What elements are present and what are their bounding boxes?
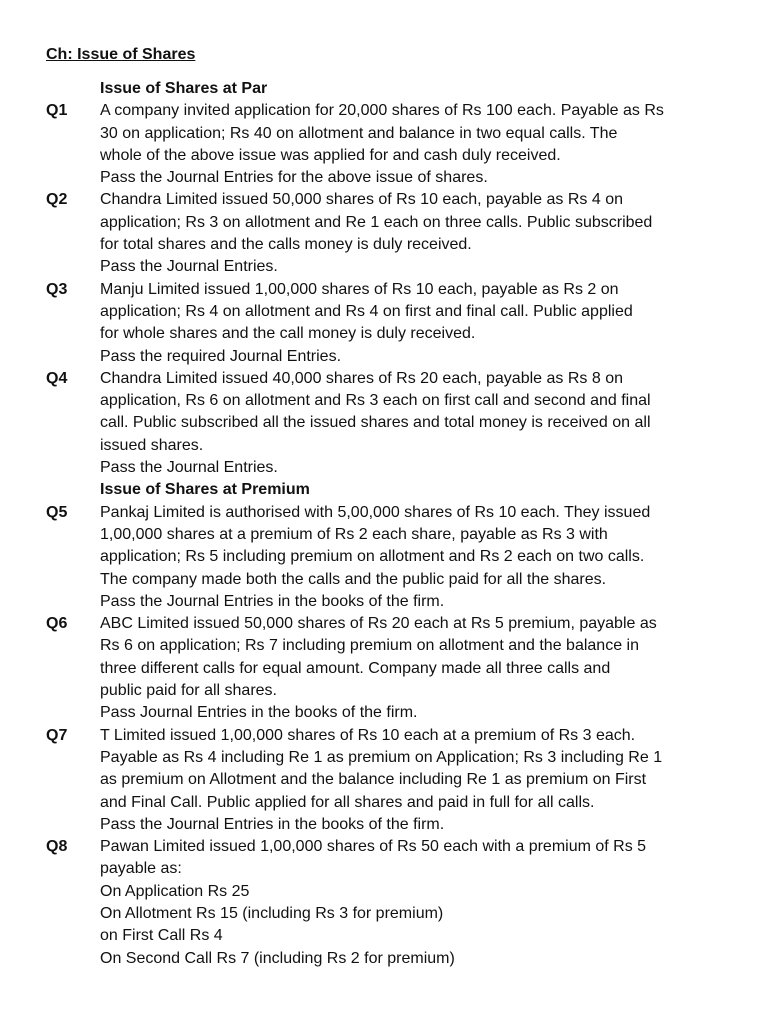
question-text	[100, 836, 724, 970]
question-text	[100, 189, 724, 278]
question-line: Pass the required Journal Entries.	[100, 347, 342, 365]
question-line: as premium on Allotment and the balance including Re 1 as premium on First	[100, 771, 647, 789]
question-line: Pass the Journal Entries.	[100, 258, 278, 276]
question-line: Pass the Journal Entries.	[100, 459, 278, 477]
question-number: Q7	[46, 726, 68, 744]
question-line: call. Public subscribed all the issued shares and total money is received on all	[100, 414, 651, 432]
question-line: for whole shares and the call money is duly received.	[100, 325, 476, 343]
question-number: Q6	[46, 615, 68, 633]
question-number: Q1	[46, 102, 68, 120]
question-line: Chandra Limited issued 50,000 shares of Rs 10 each, payable as Rs 4 on	[100, 191, 623, 209]
question-item	[0, 279, 768, 368]
section-heading: Issue of Shares at Premium	[100, 481, 310, 499]
question-line: Payable as Rs 4 including Re 1 as premium on Application; Rs 3 including Re 1	[100, 748, 663, 766]
question-line: A company invited application for 20,000 shares of Rs 100 each. Payable as Rs	[100, 102, 664, 120]
question-number: Q3	[46, 280, 68, 298]
question-item	[0, 368, 768, 479]
question-line: application, Rs 6 on allotment and Rs 3 each on first call and second and final	[100, 392, 651, 410]
question-line: on First Call Rs 4	[100, 927, 223, 945]
question-text	[100, 100, 724, 189]
question-text	[100, 502, 724, 613]
question-line: three different calls for equal amount. Company made all three calls and	[100, 659, 611, 677]
question-number: Q8	[46, 838, 68, 856]
question-line: and Final Call. Public applied for all shares and paid in full for all calls.	[100, 793, 595, 811]
question-line: Pass the Journal Entries for the above issue of shares.	[100, 169, 488, 187]
question-line: application; Rs 5 including premium on allotment and Rs 2 each on two calls.	[100, 548, 645, 566]
question-line: 30 on application; Rs 40 on allotment and balance in two equal calls. The	[100, 124, 618, 142]
question-item	[0, 100, 768, 189]
question-text	[100, 368, 724, 479]
question-line: payable as:	[100, 860, 182, 878]
question-line: ABC Limited issued 50,000 shares of Rs 20 each at Rs 5 premium, payable as	[100, 615, 657, 633]
question-number: Q4	[46, 369, 68, 387]
question-list	[0, 78, 768, 970]
question-line: Pawan Limited issued 1,00,000 shares of Rs 50 each with a premium of Rs 5	[100, 838, 647, 856]
question-line: application; Rs 4 on allotment and Rs 4 on first and final call. Public applied	[100, 302, 633, 320]
question-line: Pass the Journal Entries in the books of the firm.	[100, 815, 445, 833]
question-line: for total shares and the calls money is duly received.	[100, 236, 472, 254]
question-line: 1,00,000 shares at a premium of Rs 2 each share, payable as Rs 3 with	[100, 525, 608, 543]
question-item	[0, 836, 768, 970]
question-line: On Second Call Rs 7 (including Rs 2 for premium)	[100, 949, 455, 967]
question-item	[0, 502, 768, 613]
question-text	[100, 279, 724, 368]
question-item	[0, 613, 768, 724]
question-line: The company made both the calls and the public paid for all the shares.	[100, 570, 607, 588]
question-line: public paid for all shares.	[100, 682, 277, 700]
question-line: Rs 6 on application; Rs 7 including premium on allotment and the balance in	[100, 637, 639, 655]
question-line: issued shares.	[100, 436, 204, 454]
question-line: Chandra Limited issued 40,000 shares of Rs 20 each, payable as Rs 8 on	[100, 369, 623, 387]
chapter-title: Ch: Issue of Shares	[46, 46, 196, 63]
question-line: Manju Limited issued 1,00,000 shares of Rs 10 each, payable as Rs 2 on	[100, 280, 619, 298]
question-line: Pankaj Limited is authorised with 5,00,000 shares of Rs 10 each. They issued	[100, 503, 651, 521]
question-item	[0, 189, 768, 278]
question-line: On Application Rs 25	[100, 882, 250, 900]
question-line: whole of the above issue was applied for and cash duly received.	[100, 146, 561, 164]
question-line: On Allotment Rs 15 (including Rs 3 for premium)	[100, 904, 444, 922]
question-text	[100, 725, 724, 836]
question-line: application; Rs 3 on allotment and Re 1 each on three calls. Public subscribed	[100, 213, 653, 231]
question-number: Q2	[46, 191, 68, 209]
question-number: Q5	[46, 503, 68, 521]
question-text	[100, 613, 724, 724]
question-line: T Limited issued 1,00,000 shares of Rs 10 each at a premium of Rs 3 each.	[100, 726, 636, 744]
question-line: Pass the Journal Entries in the books of the firm.	[100, 592, 445, 610]
section-heading: Issue of Shares at Par	[100, 80, 268, 97]
question-item	[0, 725, 768, 836]
question-line: Pass Journal Entries in the books of the firm.	[100, 704, 418, 722]
